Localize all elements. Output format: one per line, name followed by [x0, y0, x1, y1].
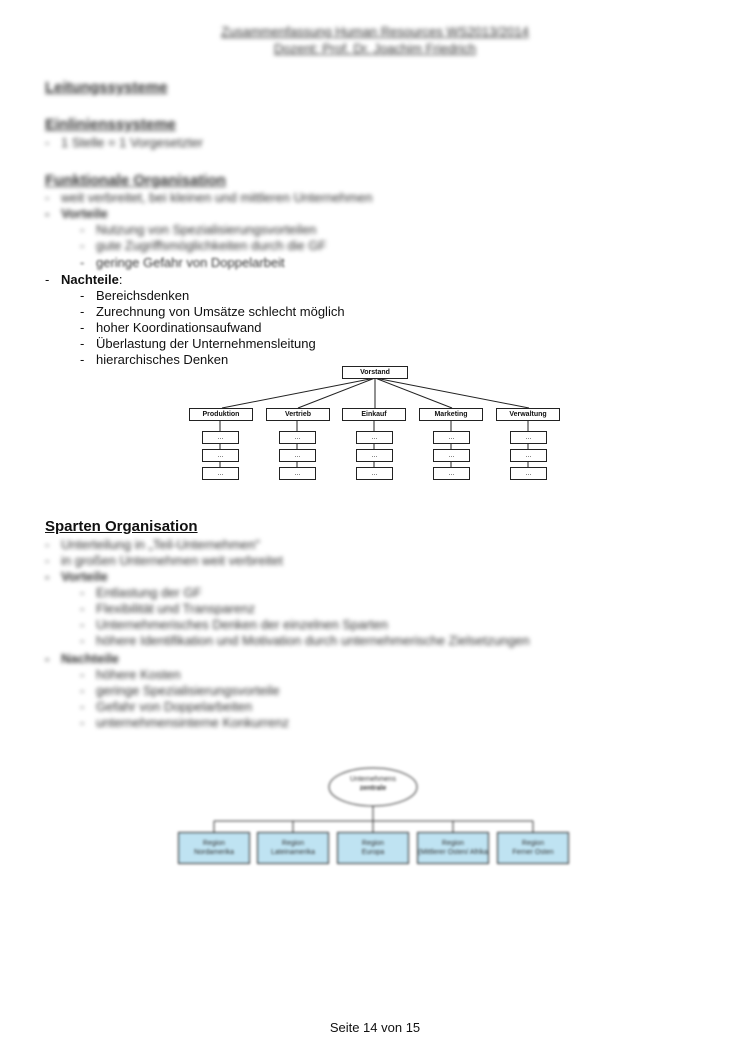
list-item: - Nachteile [45, 651, 119, 666]
list-item: - Zurechnung von Umsätze schlecht möglich [80, 304, 345, 319]
org-box-sub: ... [433, 431, 470, 444]
org-box-department: Marketing [419, 408, 483, 421]
list-item: - Überlastung der Unternehmensleitung [80, 336, 316, 351]
list-item: - Unterteilung in „Teil-Unternehmen" [45, 537, 260, 552]
org-box-region: Region Nordamerika [178, 832, 250, 864]
org-box-sub: ... [202, 431, 239, 444]
org-box-sub: ... [279, 449, 316, 462]
org-root-zentrale: Unternehmens zentrale [350, 776, 396, 792]
list-item: - höhere Kosten [80, 667, 181, 682]
document-title: Zusammenfassung Human Resources WS2013/2014 [221, 24, 529, 39]
org-box-department: Einkauf [342, 408, 406, 421]
org-box-sub: ... [202, 449, 239, 462]
page-number: Seite 14 von 15 [329, 1020, 421, 1035]
section-heading-funktional: Funktionale Organisation [45, 172, 226, 189]
org-box-sub: ... [433, 449, 470, 462]
list-item: - 1 Stelle = 1 Vorgesetzter [45, 135, 204, 150]
org-box-region: Region Ferner Osten [497, 832, 569, 864]
org-box-sub: ... [510, 467, 547, 480]
org-box-sub: ... [356, 431, 393, 444]
list-item: - Entlastung der GF [80, 585, 202, 600]
org-box-region: Region Lateinamerika [257, 832, 329, 864]
list-item: - hoher Koordinationsaufwand [80, 320, 262, 335]
section-heading-sparten: Sparten Organisation [45, 518, 198, 535]
org-box-sub: ... [202, 467, 239, 480]
org-box-department: Vertrieb [266, 408, 330, 421]
org-box-sub: ... [356, 449, 393, 462]
list-item: - geringe Spezialisierungsvorteile [80, 683, 280, 698]
org-box-region: Region Europa [337, 832, 409, 864]
org-box-sub: ... [279, 431, 316, 444]
org-box-sub: ... [356, 467, 393, 480]
list-item: - höhere Identifikation und Motivation durch unternehmerische Zielsetzungen [80, 633, 530, 648]
list-item-nachteile: - Nachteile: [45, 272, 123, 287]
list-item: - hierarchisches Denken [80, 352, 229, 367]
list-item: - Nutzung von Spezialisierungsvorteilen [80, 222, 317, 237]
document-subtitle: Dozent: Prof. Dr. Joachim Friedrich [273, 41, 477, 56]
org-box-region: Region (Mittlerer Osten/ Afrika [417, 832, 489, 864]
list-item: - Gefahr von Doppelarbeiten [80, 699, 253, 714]
org-box-vorstand: Vorstand [342, 366, 408, 379]
list-item: - gute Zugriffsmöglichkeiten durch die GF [80, 238, 327, 253]
list-item: - Unternehmerisches Denken der einzelnen Sparten [80, 617, 388, 632]
org-box-department: Produktion [189, 408, 253, 421]
org-box-department: Verwaltung [496, 408, 560, 421]
org-box-sub: ... [510, 431, 547, 444]
section-heading-leitungssysteme: Leitungssysteme [45, 79, 168, 96]
list-item: - unternehmensinterne Konkurrenz [80, 715, 289, 730]
list-item: - weit verbreitet, bei kleinen und mittleren Unternehmen [45, 190, 373, 205]
list-item: - Vorteile [45, 206, 108, 221]
list-item: - Bereichsdenken [80, 288, 190, 303]
org-box-sub: ... [279, 467, 316, 480]
section-heading-einlinien: Einlinienssysteme [45, 116, 176, 133]
list-item: - geringe Gefahr von Doppelarbeit [80, 255, 285, 270]
list-item: - Vorteile [45, 569, 108, 584]
org-box-sub: ... [510, 449, 547, 462]
org-box-sub: ... [433, 467, 470, 480]
list-item: - in großen Unternehmen weit verbreitet [45, 553, 283, 568]
list-item: - Flexibilität und Transparenz [80, 601, 255, 616]
